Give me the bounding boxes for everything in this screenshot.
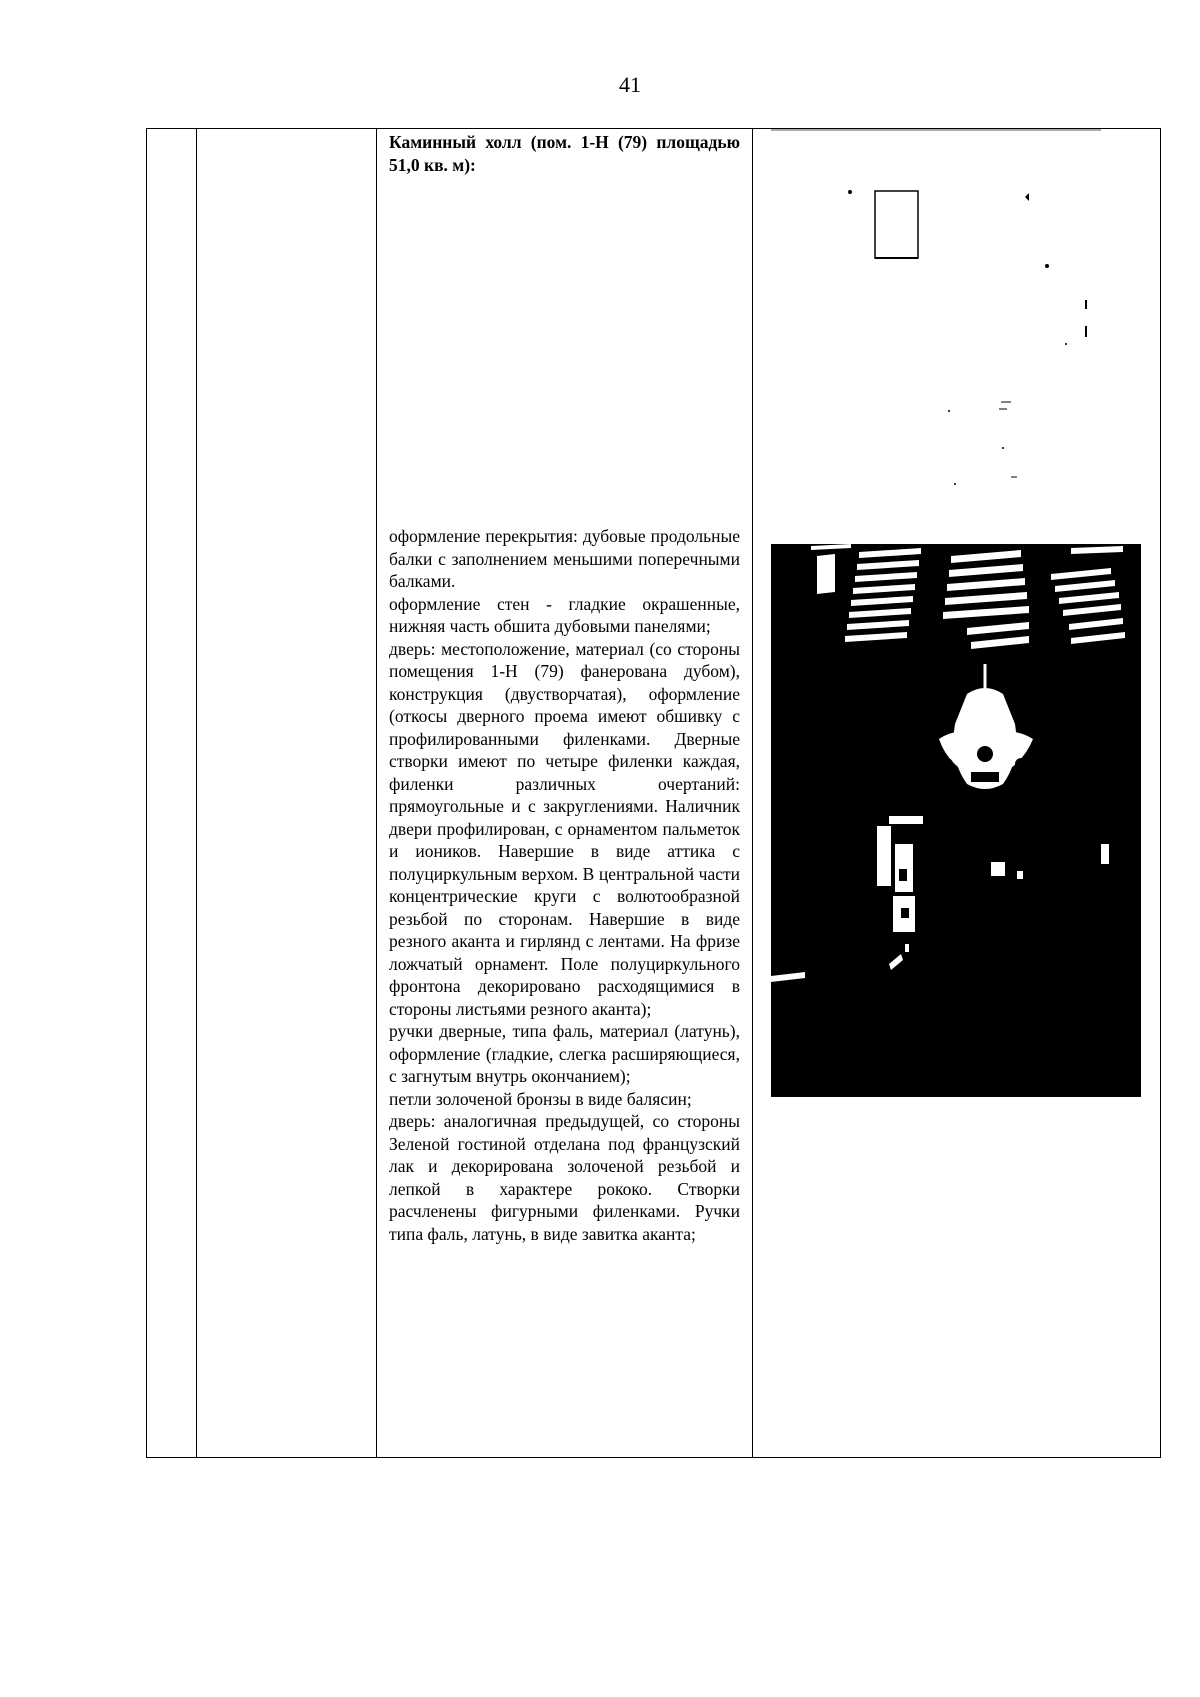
walls-description: оформление стен - гладкие окрашенные, нижняя часть обшита дубовыми панелями; (389, 593, 740, 636)
object-cell (197, 129, 377, 1458)
description-cell (377, 129, 753, 1458)
hinges-description: петли золоченой бронзы в виде балясин; (389, 1088, 692, 1109)
page-number: 41 (619, 72, 641, 97)
room-heading: Каминный холл (пом. 1-Н (79) площадью 51,0 кв. м): (389, 132, 740, 175)
second-door-description: дверь: аналогичная предыдущей, со стороны Зеленой гостиной отделана под французский лак и декорирована золоченой резьбой и лепкой в характере рококо. Створки расчленены фигурными филенками. Ручки типа фаль, латунь, в виде завитка аканта; (389, 1111, 740, 1244)
ceiling-chandelier-photo (771, 544, 1141, 1097)
washed-out-photo (771, 129, 1143, 519)
ceiling-description: оформление перекрытия: дубовые продольные балки с заполнением меньшими поперечными балками. (389, 526, 740, 591)
photo-cell (753, 129, 1161, 1458)
table-row (147, 129, 1161, 1458)
index-cell (147, 129, 197, 1458)
door-description: дверь: местоположение, материал (со стороны помещения 1-Н (79) фанерована дубом), конструкция (двустворчатая), оформление (откосы дверного проема имеют обшивку с профилированными филенками. Дверные створки имеют по четыре филенки каждая, филенки различных очертаний: прямоугольные и с закруглениями. Наличник двери профилирован, с орнаментом пальметок и иоников. Навершие в виде аттика с полуциркульным верхом. В центральной части концентрические круги с волютообразной резьбой по сторонам. Навершие в виде резного аканта и гирлянд с лентами. На фризе ложчатый орнамент. Поле полуциркульного фронтона декорировано расходящимися в стороны листьями резного аканта); (389, 638, 740, 1019)
handles-description: ручки дверные, типа фаль, материал (латунь), оформление (гладкие, слегка расширяющиеся, с загнутым внутрь окончанием); (389, 1021, 740, 1086)
heritage-table (146, 128, 1161, 1458)
